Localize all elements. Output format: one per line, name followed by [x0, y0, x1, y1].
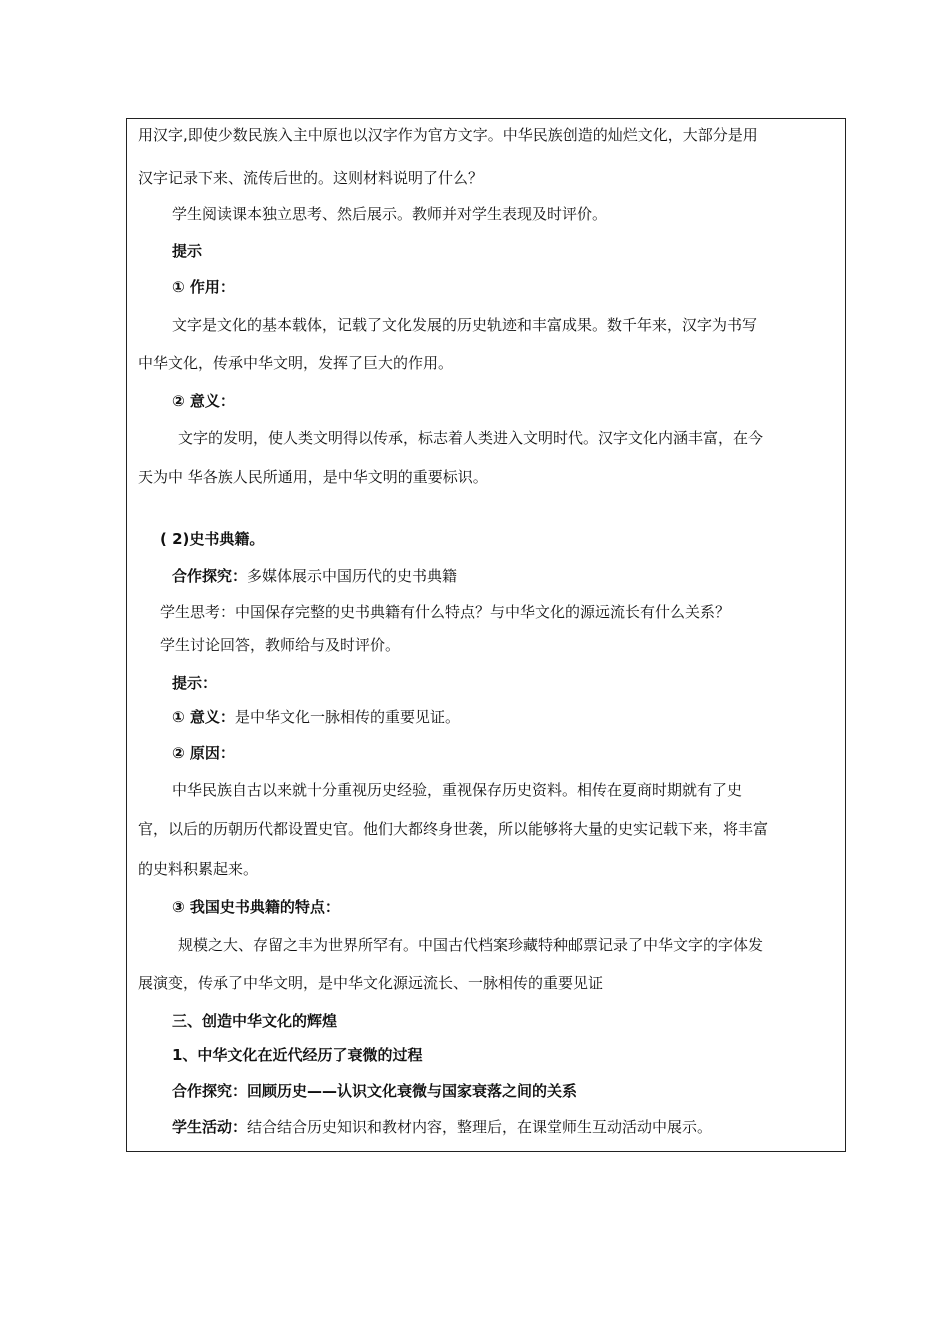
section-heading-three: 三、创造中华文化的辉煌 — [172, 1012, 338, 1030]
text-line — [172, 706, 460, 728]
cooperative-inquiry-text: 多媒体展示中国历代的史书典籍 — [247, 567, 458, 585]
text-line: 天为中 华各族人民所通用，是中华文明的重要标识。 — [138, 468, 488, 486]
text-line — [172, 1080, 577, 1102]
text-line: 用汉字,即使少数民族入主中原也以汉字作为官方文字。中华民族创造的灿烂文化，大部分是用 — [138, 126, 758, 144]
subheading-significance: ② 意义： — [172, 392, 235, 410]
text-line: 官，以后的历朝历代都设置史官。他们大都终身世袭，所以能够将大量的史实记载下来，将丰富 — [138, 820, 769, 838]
hint-heading: 提示 — [172, 242, 203, 260]
cooperative-inquiry-label: 合作探究： — [172, 1082, 248, 1100]
text-line: 文字的发明，使人类文明得以传承，标志着人类进入文明时代。汉字文化内涵丰富，在今 — [178, 429, 764, 447]
text-line: 汉字记录下来、流传后世的。这则材料说明了什么？ — [138, 169, 484, 187]
significance-text: 是中华文化一脉相传的重要见证。 — [234, 708, 460, 726]
subheading-function: ① 作用： — [172, 278, 235, 296]
text-line: 学生思考：中国保存完整的史书典籍有什么特点？与中华文化的源远流长有什么关系？ — [160, 603, 731, 621]
student-activity-label: 学生活动： — [172, 1118, 248, 1136]
text-line: 中华文化，传承中华文明，发挥了巨大的作用。 — [138, 354, 454, 372]
significance-label: ① 意义： — [172, 708, 235, 726]
hint-heading: 提示： — [172, 674, 218, 692]
cooperative-inquiry-text: 回顾历史——认识文化衰微与国家衰落之间的关系 — [247, 1082, 578, 1100]
subsection-heading-one: 1、中华文化在近代经历了衰微的过程 — [172, 1046, 423, 1064]
text-line — [172, 1116, 712, 1138]
text-line: 学生讨论回答，教师给与及时评价。 — [160, 636, 401, 654]
subheading-features: ③ 我国史书典籍的特点： — [172, 898, 340, 916]
cooperative-inquiry-label: 合作探究： — [172, 567, 248, 585]
text-line — [172, 565, 457, 587]
text-line: 规模之大、存留之丰为世界所罕有。中国古代档案珍藏特种邮票记录了中华文字的字体发 — [178, 936, 764, 954]
section-heading-history-books: ( 2)史书典籍。 — [160, 530, 265, 548]
subheading-reason: ② 原因： — [172, 744, 235, 762]
text-line: 展演变，传承了中华文明，是中华文化源远流长、一脉相传的重要见证 — [138, 974, 604, 992]
student-activity-text: 结合结合历史知识和教材内容，整理后，在课堂师生互动活动中展示。 — [247, 1118, 713, 1136]
text-line: 学生阅读课本独立思考、然后展示。教师并对学生表现及时评价。 — [172, 205, 608, 223]
text-line: 文字是文化的基本载体，记载了文化发展的历史轨迹和丰富成果。数千年来，汉字为书写 — [172, 316, 758, 334]
text-line: 的史料积累起来。 — [138, 860, 259, 878]
text-line: 中华民族自古以来就十分重视历史经验，重视保存历史资料。相传在夏商时期就有了史 — [172, 781, 743, 799]
